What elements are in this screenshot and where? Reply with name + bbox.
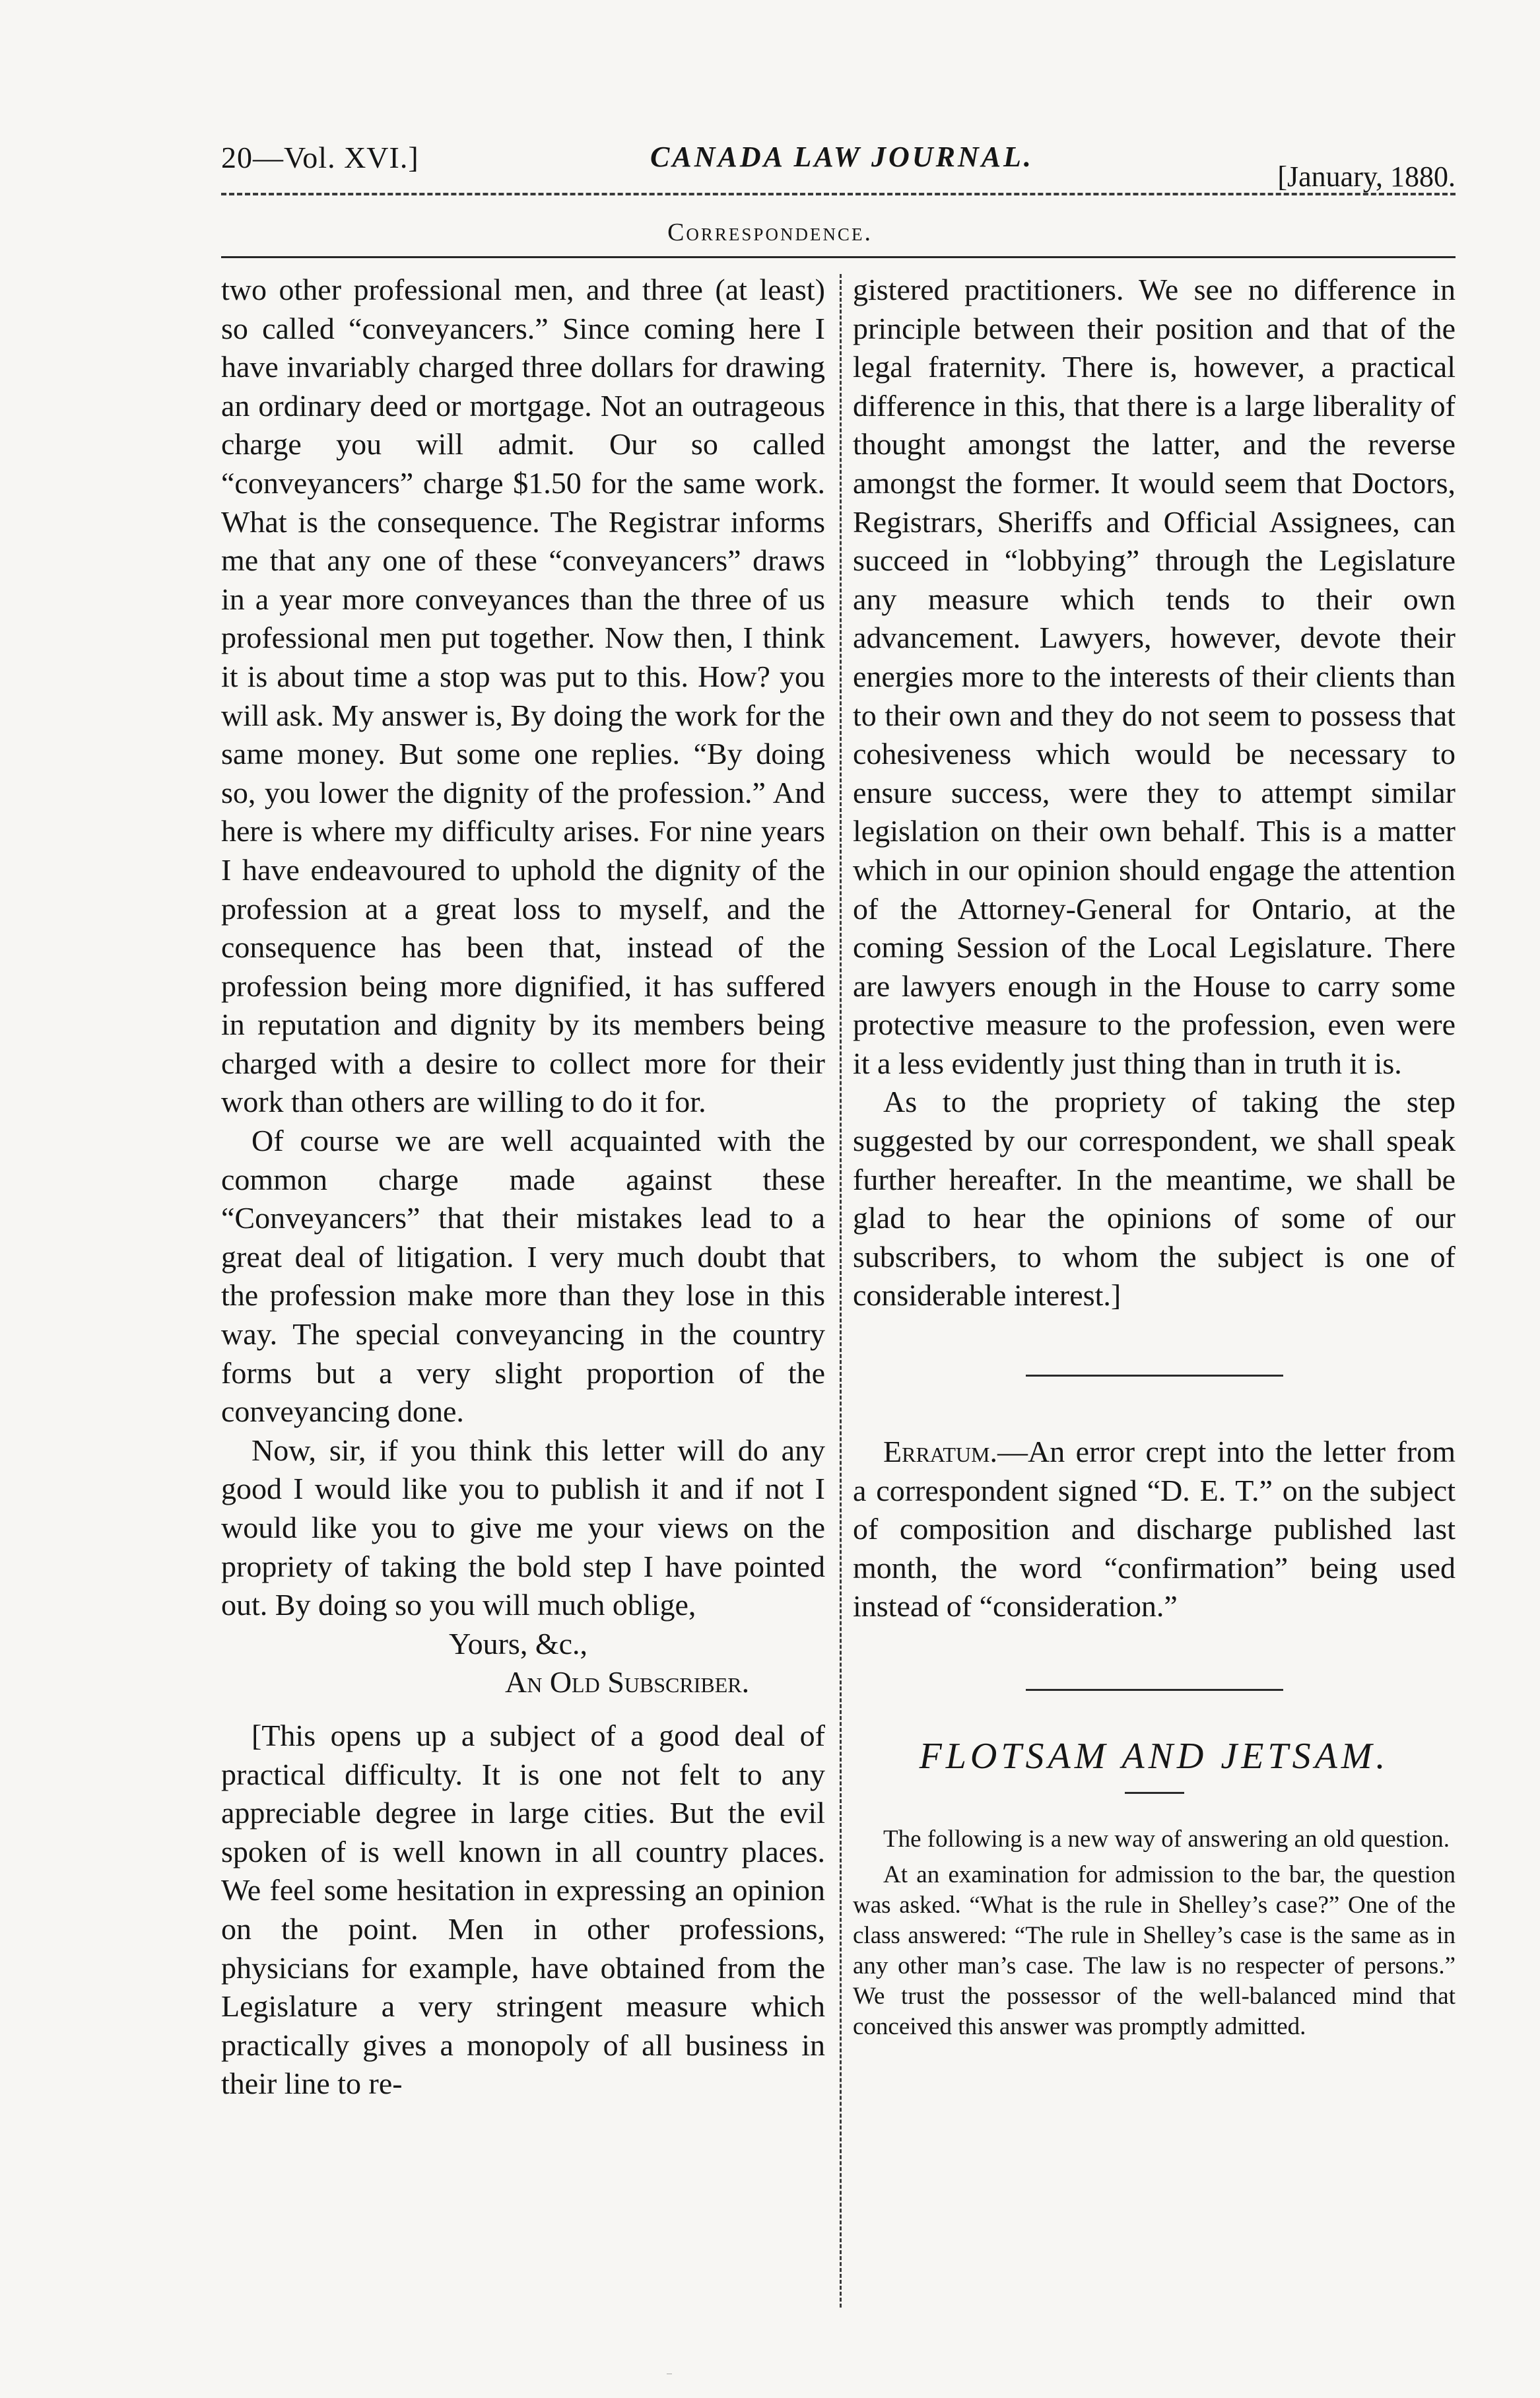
spacer	[853, 1377, 1456, 1433]
page-mark: ‾	[667, 2372, 672, 2384]
flotsam-anecdote: At an examination for admission to the bar, the question was asked. “What is the rule in Shelley’s case?” One of the class answered: “The rule in Shelley’s case is the same as in any other man’s case. The law is no respecter of persons.” We trust the possessor of the well-balanced mind that conceived this answer was promptly admitted.	[853, 1861, 1456, 2040]
editor-note-paragraph: gistered practitioners. We see no difference in principle between their position and that of the legal fraternity. There is, however, a practical difference in this, that there is a large liberality of thought amongst the latter, and the reverse amongst the former. It would seem that Doctors, Registrars, Sheriffs and Official Assignees, can succeed in “lobbying” through the Legislature any measure which tends to their own advancement. Lawyers, however, devote their energies more to the interests of their clients than to their own and they do not seem to possess that cohesiveness which would be necessary to ensure success, were they to attempt similar legislation on their own behalf. This is a matter which in our opinion should engage the attention of the Attorney-General for Ontario, at the coming Session of the Local Legislature. There are lawyers enough in the House to carry some protective measure to the profession, even were it a less evidently just thing than in truth it is.	[853, 273, 1456, 1080]
letter-signature: An Old Subscriber.	[505, 1665, 750, 1699]
flotsam-section	[853, 1824, 1456, 2042]
erratum-text: —An error crept into the letter from a correspondent signed “D. E. T.” on the subject of composition and discharge published last month, the word “confirmation” being used instead of “consideration.”	[853, 1435, 1456, 1624]
left-column	[221, 271, 825, 2104]
erratum-paragraph	[853, 1433, 1456, 1626]
section-rule	[221, 256, 1456, 258]
spacer	[853, 1626, 1456, 1689]
spacer	[221, 1702, 825, 1717]
letter-paragraph: Now, sir, if you think this letter will do any good I would like you to publish it and if not I would like you to give me your views on the propriety of taking the bold step I have pointed out. By doing so you will much oblige,	[221, 1433, 825, 1622]
letter-closing: Yours, &c.,	[449, 1626, 588, 1661]
spacer	[853, 1776, 1456, 1792]
letter-paragraph: two other professional men, and three (at least) so called “conveyancers.” Since coming here I have invariably charged three dollars for drawing an ordinary deed or mortgage. Not an outrageous charge you will admit. Our so called “conveyancers” charge $1.50 for the same work. What is the consequence. The Registrar informs me that any one of these “conveyancers” draws in a year more conveyances than the three of us professional men put together. Now then, I think it is about time a stop was put to this. How? you will ask. My answer is, By doing the work for the same money. But some one replies. “By doing so, you lower the dignity of the profession.” And here is where my difficulty arises. For nine years I have endeavoured to uphold the dignity of the profession at a great loss to myself, and the consequence has been that, instead of the profession being more dignified, it has suffered in reputation and dignity by its members being charged with a desire to collect more for their work than others are willing to do it for.	[221, 273, 825, 1119]
header-rule	[221, 193, 1456, 195]
issue-date: [January, 1880.	[1277, 160, 1456, 193]
column-divider	[840, 274, 842, 2308]
flotsam-title: FLOTSAM AND JETSAM.	[919, 1736, 1389, 1777]
spacer	[853, 1691, 1456, 1737]
section-label: Correspondence.	[667, 219, 873, 246]
erratum-label: Erratum.	[883, 1435, 997, 1469]
spacer	[853, 1855, 1456, 1860]
editor-note-paragraph: As to the propriety of taking the step suggested by our correspondent, we shall speak further hereafter. In the meantime, we shall be glad to hear the opinions of some of our subscribers, to whom the subject is one of considerable interest.]	[853, 1085, 1456, 1313]
journal-title: CANADA LAW JOURNAL.	[650, 141, 1034, 173]
spacer	[853, 1315, 1456, 1375]
spacer	[853, 1794, 1456, 1824]
right-column	[853, 271, 1456, 2042]
editor-note-paragraph: [This opens up a subject of a good deal of practical difficulty. It is one not felt to any appreciable degree in large cities. But the evil spoken of is well known in all country places. We feel some hesitation in expressing an opinion on the point. Men in other professions, physicians for example, have obtained from the Legislature a very stringent measure which practically gives a monopoly of all business in their line to re-	[221, 1718, 825, 2101]
flotsam-intro: The following is a new way of answering an old question.	[883, 1825, 1450, 1853]
letter-paragraph: Of course we are well acquainted with the common charge made against these “Conveyancers” that their mistakes lead to a great deal of litigation. I very much doubt that the profession make more than they lose in this way. The special conveyancing in the country forms but a very slight proportion of the conveyancing done.	[221, 1124, 825, 1429]
page-volume: 20—Vol. XVI.]	[221, 141, 419, 174]
running-head	[221, 140, 1456, 193]
